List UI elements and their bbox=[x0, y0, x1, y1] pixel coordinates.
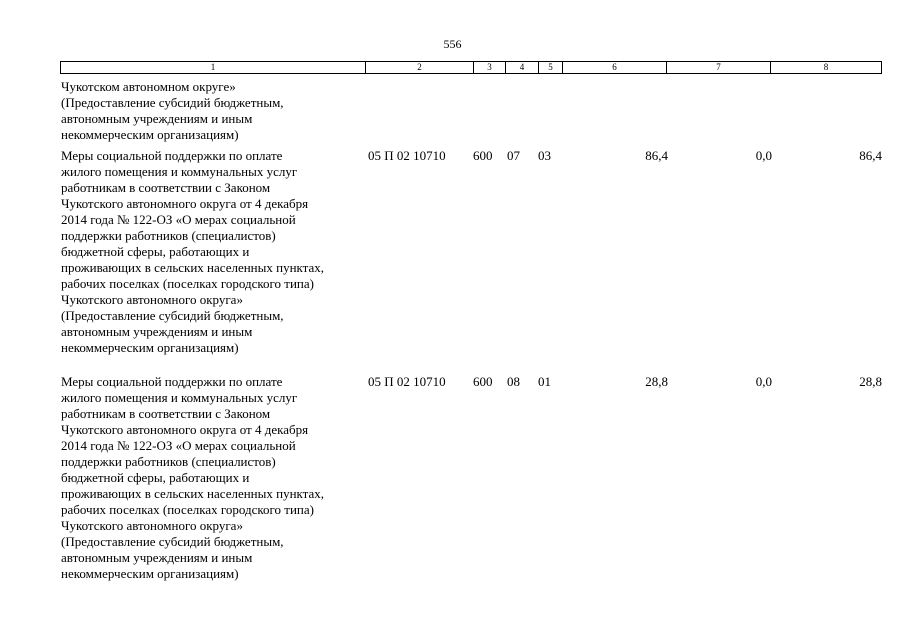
header-col-1: 1 bbox=[61, 62, 366, 73]
row-value-8: 28,8 bbox=[859, 374, 882, 389]
row-pr: 01 bbox=[538, 374, 551, 389]
row-value-6: 86,4 bbox=[645, 148, 668, 163]
continuation-text: Чукотском автономном округе» (Предоставление субсидий бюджетным, автономным учреждениям и иным некоммерческим организациям) bbox=[61, 79, 284, 142]
row-name: Меры социальной поддержки по оплате жилого помещения и коммунальных услуг работникам в соответствии с Законом Чукотского автономного округа от 4 декабря 2014 года № 122-ОЗ «О мерах социальной поддержки работников (специалистов) бюджетной сферы, работающих и проживающих в сельских населенных пунктах, рабочих поселках (поселках городского типа) Чукотского автономного округа» (Предоставление субсидий бюджетным, автономным учреждениям и иным некоммерческим организациям) bbox=[61, 148, 325, 355]
table-header bbox=[60, 61, 882, 74]
header-col-4: 4 bbox=[506, 62, 539, 73]
row-code: 05 П 02 10710 bbox=[368, 374, 446, 389]
row-value-7: 0,0 bbox=[755, 374, 772, 389]
row-pr: 03 bbox=[538, 148, 551, 163]
row-value-7: 0,0 bbox=[755, 148, 772, 163]
header-col-2: 2 bbox=[366, 62, 474, 73]
page-number: 556 bbox=[443, 37, 462, 51]
row-rz: 07 bbox=[507, 148, 520, 163]
row-value-6: 28,8 bbox=[645, 374, 668, 389]
header-col-5: 5 bbox=[539, 62, 563, 73]
header-col-3: 3 bbox=[474, 62, 506, 73]
row-vr: 600 bbox=[473, 374, 493, 389]
row-name: Меры социальной поддержки по оплате жилого помещения и коммунальных услуг работникам в соответствии с Законом Чукотского автономного округа от 4 декабря 2014 года № 122-ОЗ «О мерах социальной поддержки работников (специалистов) бюджетной сферы, работающих и проживающих в сельских населенных пунктах, рабочих поселках (поселках городского типа) Чукотского автономного округа» (Предоставление субсидий бюджетным, автономным учреждениям и иным некоммерческим организациям) bbox=[61, 374, 325, 581]
row-code: 05 П 02 10710 bbox=[368, 148, 446, 163]
header-col-6: 6 bbox=[563, 62, 667, 73]
header-col-7: 7 bbox=[667, 62, 771, 73]
row-value-8: 86,4 bbox=[859, 148, 882, 163]
row-vr: 600 bbox=[473, 148, 493, 163]
row-rz: 08 bbox=[507, 374, 520, 389]
header-col-8: 8 bbox=[823, 62, 829, 72]
